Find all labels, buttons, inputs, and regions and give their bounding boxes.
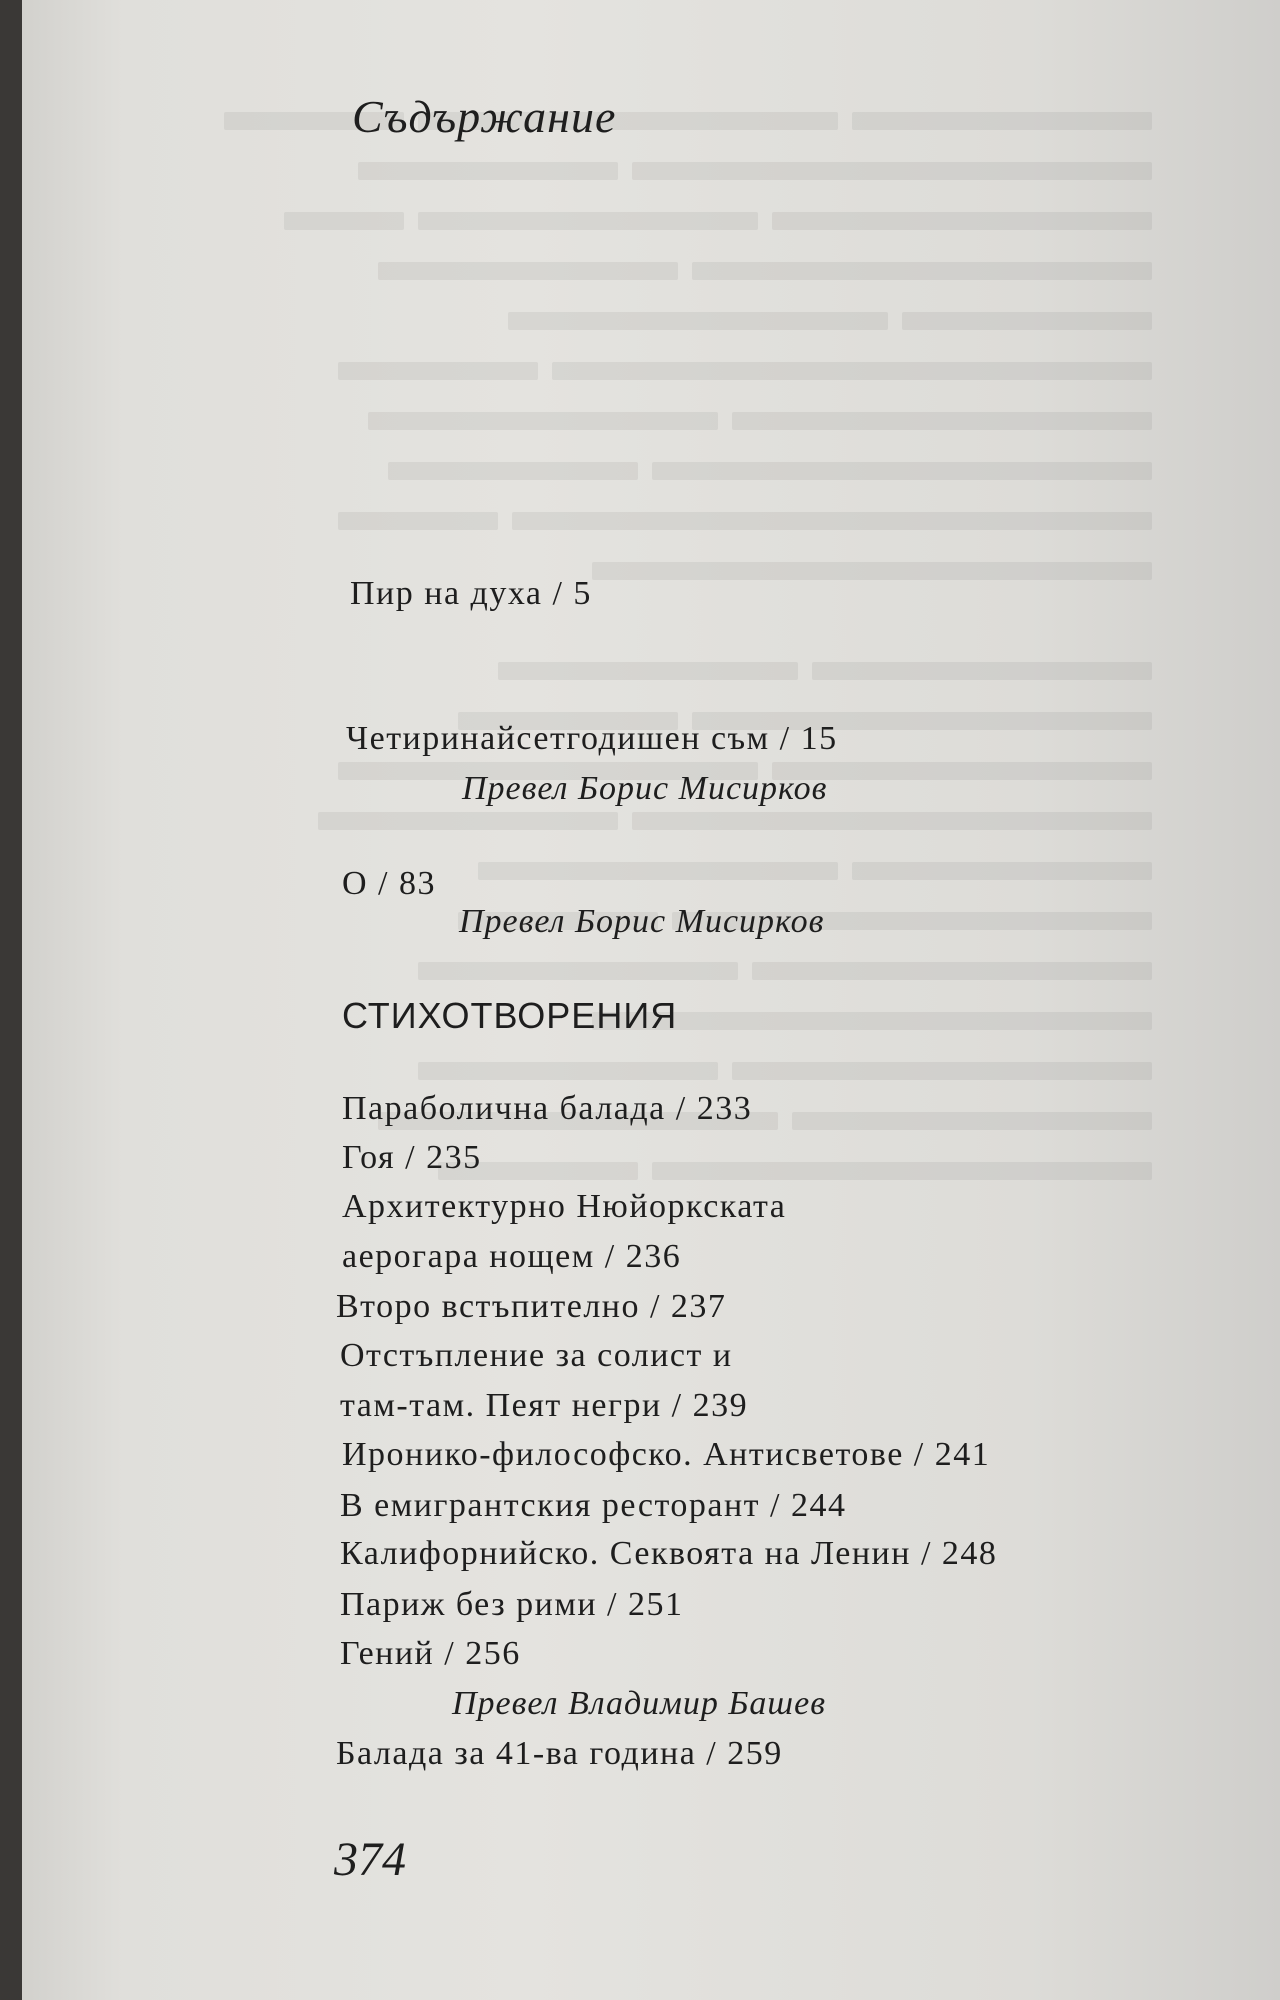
toc-heading: Съдържание [352, 91, 617, 142]
toc-entry: Отстъпление за солист и [340, 1337, 733, 1374]
toc-entry: Параболична балада / 233 [342, 1090, 753, 1127]
toc-entry: Архитектурно Нюйоркската [342, 1188, 787, 1225]
section-title: СТИХОТВОРЕНИЯ [342, 995, 678, 1036]
book-page [22, 0, 1280, 2000]
translator-credit: Превел Борис Мисирков [462, 770, 828, 807]
toc-entry: там-там. Пеят негри / 239 [340, 1387, 749, 1424]
toc-entry: О / 83 [342, 865, 436, 902]
toc-entry: Париж без рими / 251 [340, 1586, 684, 1623]
page-number: 374 [334, 1833, 406, 1886]
toc-entry: Калифорнийско. Секвоята на Ленин / 248 [340, 1535, 998, 1572]
toc-entry: Четиринайсетгодишен съм / 15 [346, 720, 838, 757]
toc-entry: Второ встъпително / 237 [336, 1288, 727, 1325]
table-of-contents [22, 0, 1280, 2000]
toc-entry: Гений / 256 [340, 1635, 521, 1672]
toc-entry: Пир на духа / 5 [350, 575, 592, 612]
translator-credit: Превел Борис Мисирков [459, 903, 825, 940]
toc-entry: Иронико-философско. Антисветове / 241 [342, 1436, 991, 1473]
toc-entry: В емигрантския ресторант / 244 [340, 1487, 847, 1524]
toc-entry: аерогара нощем / 236 [342, 1238, 682, 1275]
toc-entry: Гоя / 235 [342, 1139, 482, 1176]
toc-entry: Балада за 41-ва година / 259 [336, 1735, 783, 1772]
translator-credit: Превел Владимир Башев [452, 1685, 826, 1722]
